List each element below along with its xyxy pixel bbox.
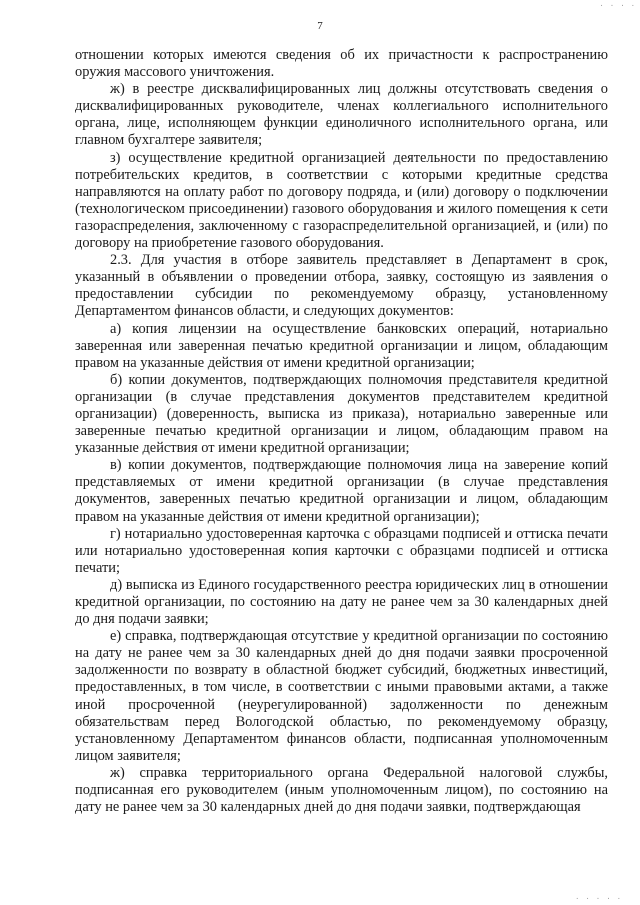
paragraph-clause-2-3: 2.3. Для участия в отборе заявитель представляет в Департамент в срок, указанный в объявлении о проведении отбора, заявку, состоящую из заявления о предоставлении субсидии по рекомендуемому образцу, установленному Департаментом финансов области, и следующих документов: [75,252,608,320]
paragraph-item-v-authority-docs: в) копии документов, подтверждающие полномочия лица на заверение копий представляемых от имени кредитной организации (в случае представления документов, заверенных печатью кредитной организации и лицом, обладающим правом на указанные действия от имени кредитной организации); [75,457,608,525]
paragraph-item-e-no-debt-certificate: е) справка, подтверждающая отсутствие у кредитной организации по состоянию на дату не ранее чем за 30 календарных дней до дня подачи заявки просроченной задолженности по возврату в областной бюджет субсидий, бюджетных инвестиций, предоставленных, в том числе, в соответствии с иными правовыми актами, а также иной просроченной (неурегулированной) задолженности по денежным обязательствам перед Вологодской областью, по рекомендуемому образцу, установленному Департаментом финансов области, подписанная уполномоченным лицом заявителя; [75,628,608,764]
paragraph-item-z-consumer-credits: з) осуществление кредитной организацией деятельности по предоставлению потребительских кредитов, в соответствии с которыми кредитные средства направляются на оплату работ по договору подряда, и (или) договору о подключении (технологическом присоединении) газового оборудования и жилого помещения к сети газораспределения, заключенному с газораспределительной организацией, и (или) по договору на приобретение газового оборудования. [75,149,608,252]
page-number: 7 [317,20,323,32]
paragraph-item-b-representative-docs: б) копии документов, подтверждающих полномочия представителя кредитной организации (в случае представления документов представителем кредитной организации) (доверенность, выписка из приказа), нотариально заверенные или заверенные печатью кредитной организации и лицом, обладающим правом на указанные действия от имени кредитной организации; [75,371,608,457]
paragraph-continuation: отношении которых имеются сведения об их причастности к распространению оружия массового уничтожения. [75,47,608,81]
document-body [75,47,608,816]
paragraph-item-g-signature-card: г) нотариально удостоверенная карточка с образцами подписей и оттиска печати или нотариально удостоверенная копия карточки с образцами подписей и оттиска печати; [75,525,608,576]
paragraph-item-zh-tax-certificate: ж) справка территориального органа Федеральной налоговой службы, подписанная его руководителем (иным уполномоченным лицом), по состоянию на дату не ранее чем за 30 календарных дней до дня подачи заявки, подтверждающая [75,764,608,816]
paragraph-item-d-registry-extract: д) выписка из Единого государственного реестра юридических лиц в отношении кредитной организации, по состоянию на дату не ранее чем за 30 календарных дней до дня подачи заявки; [75,576,608,628]
scan-corner-mark-bottom: · · · · · [575,895,622,903]
scan-corner-mark-top: · · · · [599,2,636,10]
paragraph-item-zh-disqualified: ж) в реестре дисквалифицированных лиц должны отсутствовать сведения о дисквалифицированных руководителе, членах коллегиального исполнительного органа, лице, исполняющем функции единоличного исполнительного органа, или главном бухгалтере заявителя; [75,81,608,149]
paragraph-item-a-license-copy: а) копия лицензии на осуществление банковских операций, нотариально заверенная или заверенная печатью кредитной организации и лицом, обладающим правом на указанные действия от имени кредитной организации; [75,320,608,371]
